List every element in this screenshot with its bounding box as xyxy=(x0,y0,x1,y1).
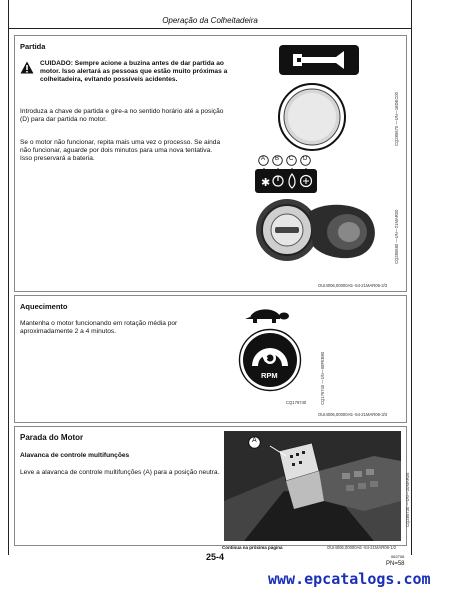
horn-button-image xyxy=(277,82,347,152)
footer-small-code: 062706 xyxy=(391,554,405,559)
figure-code-2: CQ285690 —UN—21MAR00 xyxy=(394,209,399,264)
continue-next-page-label: Continua na próxima página xyxy=(222,545,283,550)
parada-text: Leve a alavanca de controle multifunções (A) para a posição neutra. xyxy=(20,469,220,476)
aquecimento-text: Mantenha o motor funcionando em rotação média por aproximadamente 2 a 4 minutos. xyxy=(20,320,178,336)
aquecimento-ref-code: OUI4006,00000A5 -54-21MAR06-3/3 xyxy=(318,412,388,417)
section-title-parada: Parada do Motor xyxy=(20,433,84,442)
page-border-left xyxy=(8,0,9,555)
section-aquecimento xyxy=(14,295,407,423)
footer-pn: PN=58 xyxy=(386,561,405,567)
key-switch-symbols-panel xyxy=(254,168,318,194)
section-partida xyxy=(14,35,407,292)
aquecimento-small-code: CQ176740 xyxy=(286,400,307,405)
partida-paragraph-2: Se o motor não funcionar, repita mais uma vez o processo. Se ainda não funcionar, aguarde por dois minutos para uma nova tentativa. Isso preservará a bateria. xyxy=(20,139,221,163)
warning-triangle-icon xyxy=(20,61,34,74)
parada-subtitle: Alavanca de controle multifunções xyxy=(20,452,130,459)
ignition-key-image xyxy=(253,196,381,264)
aquecimento-figure-code: CQ176740 —UN—08FEB90 xyxy=(320,351,325,405)
header-rule xyxy=(9,28,411,29)
key-label-b: B xyxy=(275,156,280,162)
rpm-gauge-icon xyxy=(238,328,302,392)
page-border-right xyxy=(411,0,412,555)
key-label-c: C xyxy=(289,156,294,162)
horn-icon xyxy=(278,44,360,76)
photo-callout-a: A xyxy=(252,437,257,444)
key-position-labels xyxy=(256,154,316,166)
svg-text:✱: ✱ xyxy=(261,176,271,189)
section-title-aquecimento: Aquecimento xyxy=(20,302,68,311)
partida-ref-code: OUI4006,00000A5 -54-21MAR06-2/3 xyxy=(318,283,388,288)
figure-code-1: CQ285670 —UN—18DEC00 xyxy=(394,92,399,146)
watermark-link[interactable]: www.epcatalogs.com xyxy=(268,570,431,588)
section-title-partida: Partida xyxy=(20,42,46,51)
rpm-label: RPM xyxy=(261,371,278,380)
footer-ref-code: OUI4006,00000A6 -54-21MAR06-1/2 xyxy=(327,545,397,550)
key-label-a: A xyxy=(261,156,266,162)
turtle-icon xyxy=(244,304,290,326)
section-parada-do-motor xyxy=(14,426,410,546)
partida-paragraph-1: Introduza a chave de partida e gire-a no sentido horário até a posição (D) para dar partida no motor. xyxy=(20,108,224,124)
page-number: 25-4 xyxy=(205,552,224,562)
caution-text: CUIDADO: Sempre acione a buzina antes de dar partida ao motor. Isso alertará as pessoas que estão muito próximas a colheitadeira, evitando possíveis acidentes. xyxy=(40,60,228,84)
key-label-d: D xyxy=(303,156,308,162)
parada-figure-code: CQ285730 —UN—20MAR06 xyxy=(405,472,410,527)
page-header: Operação da Colheitadeira xyxy=(162,16,258,25)
